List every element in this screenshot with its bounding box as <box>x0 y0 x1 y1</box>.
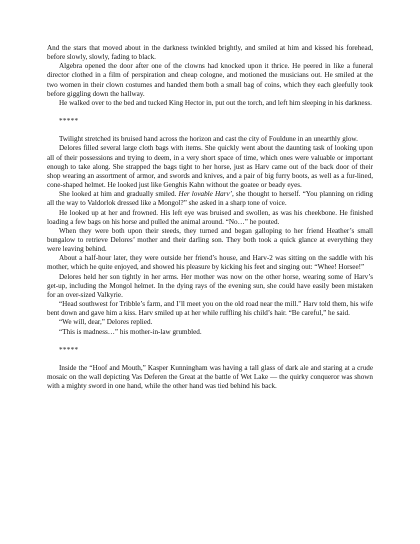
paragraph: He looked up at her and frowned. His left eye was bruised and swollen, as was his cheekbone. He finished loading a few bags on his horse and pulled the animal around. “No…” he pouted. <box>47 208 373 226</box>
paragraph: When they were both upon their steeds, they turned and began galloping to her friend Heather’s small bungalow to retrieve Delores’ mother and their darling son. They both took a quick glance at everything they were leaving behind. <box>47 226 373 254</box>
paragraph: “This is madness…” his mother-in-law grumbled. <box>59 327 202 336</box>
paragraph: And the stars that moved about in the darkness twinkled brightly, and smiled at him and kissed his forehead, before slowly, slowly, fading to black. <box>47 44 373 62</box>
paragraph: Delores held her son tightly in her arms. Her mother was now on the other horse, wearing some of Harv’s get-up, including the Mongol helmet. In the dying rays of the evening sun, she could have easily been mistaken for an over-sized Valkyrie. <box>47 272 373 299</box>
paragraph: Inside the “Hoof and Mouth,” Kasper Kunningham was having a tall glass of dark ale and staring at a crude mosaic on the wall depicting Vas Deferen the Great at the battle of Wet Lake — the quirky conqueror was shown with a mighty sword in one hand, while the other hand was tied behind his back. <box>47 363 373 391</box>
paragraph <box>47 190 373 208</box>
manuscript-page <box>47 44 373 391</box>
section-separator: ***** <box>59 345 79 354</box>
paragraph: “Head southwest for Tribble’s farm, and I’ll meet you on the old road near the mill.” Harv told them, his wife bent down and gave him a kiss. Harv smiled up at her while ruffling his child’s hair. “Be careful,” he said. <box>47 300 373 318</box>
paragraph: Algebra opened the door after one of the clowns had knocked upon it thrice. He peered in like a funeral director clothed in a film of perspiration and cheap cologne, and motioned the musicians out. He smiled at the two women in their clown costumes and handed them both a small bag of coins, which they each gleefully took before giggling down the hallway. <box>47 62 373 98</box>
paragraph: About a half-hour later, they were outside her friend’s house, and Harv-2 was sitting on the saddle with his mother, which he quite enjoyed, and showed his pleasure by kicking his feet and singing out: “Whee! Horsee!” <box>47 254 373 272</box>
paragraph: Delores filled several large cloth bags with items. She quickly went about the daunting task of looking upon all of their possessions and trying to deem, in a very short space of time, which ones were valuable or important enough to take along. She strapped the bags tight to her horse, just as Harv came out of the back door of their shop wearing an assortment of armor, and swords and knives, and a pair of big furry boots, as well as a fur-lined, cone-shaped helmet. He looked just like Genghis Kahn without the goatee or beady eyes. <box>47 144 373 190</box>
section-separator: ***** <box>59 117 79 126</box>
italic-thought: Her lovable Harv’ <box>178 190 232 199</box>
paragraph-text: , she thought to herself. “You planning on riding all the way to Valdorlok dressed like a Mongol?” she asked in a sharp tone of voice. <box>47 190 373 208</box>
paragraph: He walked over to the bed and tucked King Hector in, put out the torch, and left him sleeping in his darkness. <box>59 98 372 107</box>
paragraph-text: She looked at him and gradually smiled. <box>59 190 179 199</box>
paragraph: Twilight stretched its bruised hand across the horizon and cast the city of Fouldune in an unearthly glow. <box>59 135 358 144</box>
paragraph: “We will, dear,” Delores replied. <box>59 318 153 327</box>
